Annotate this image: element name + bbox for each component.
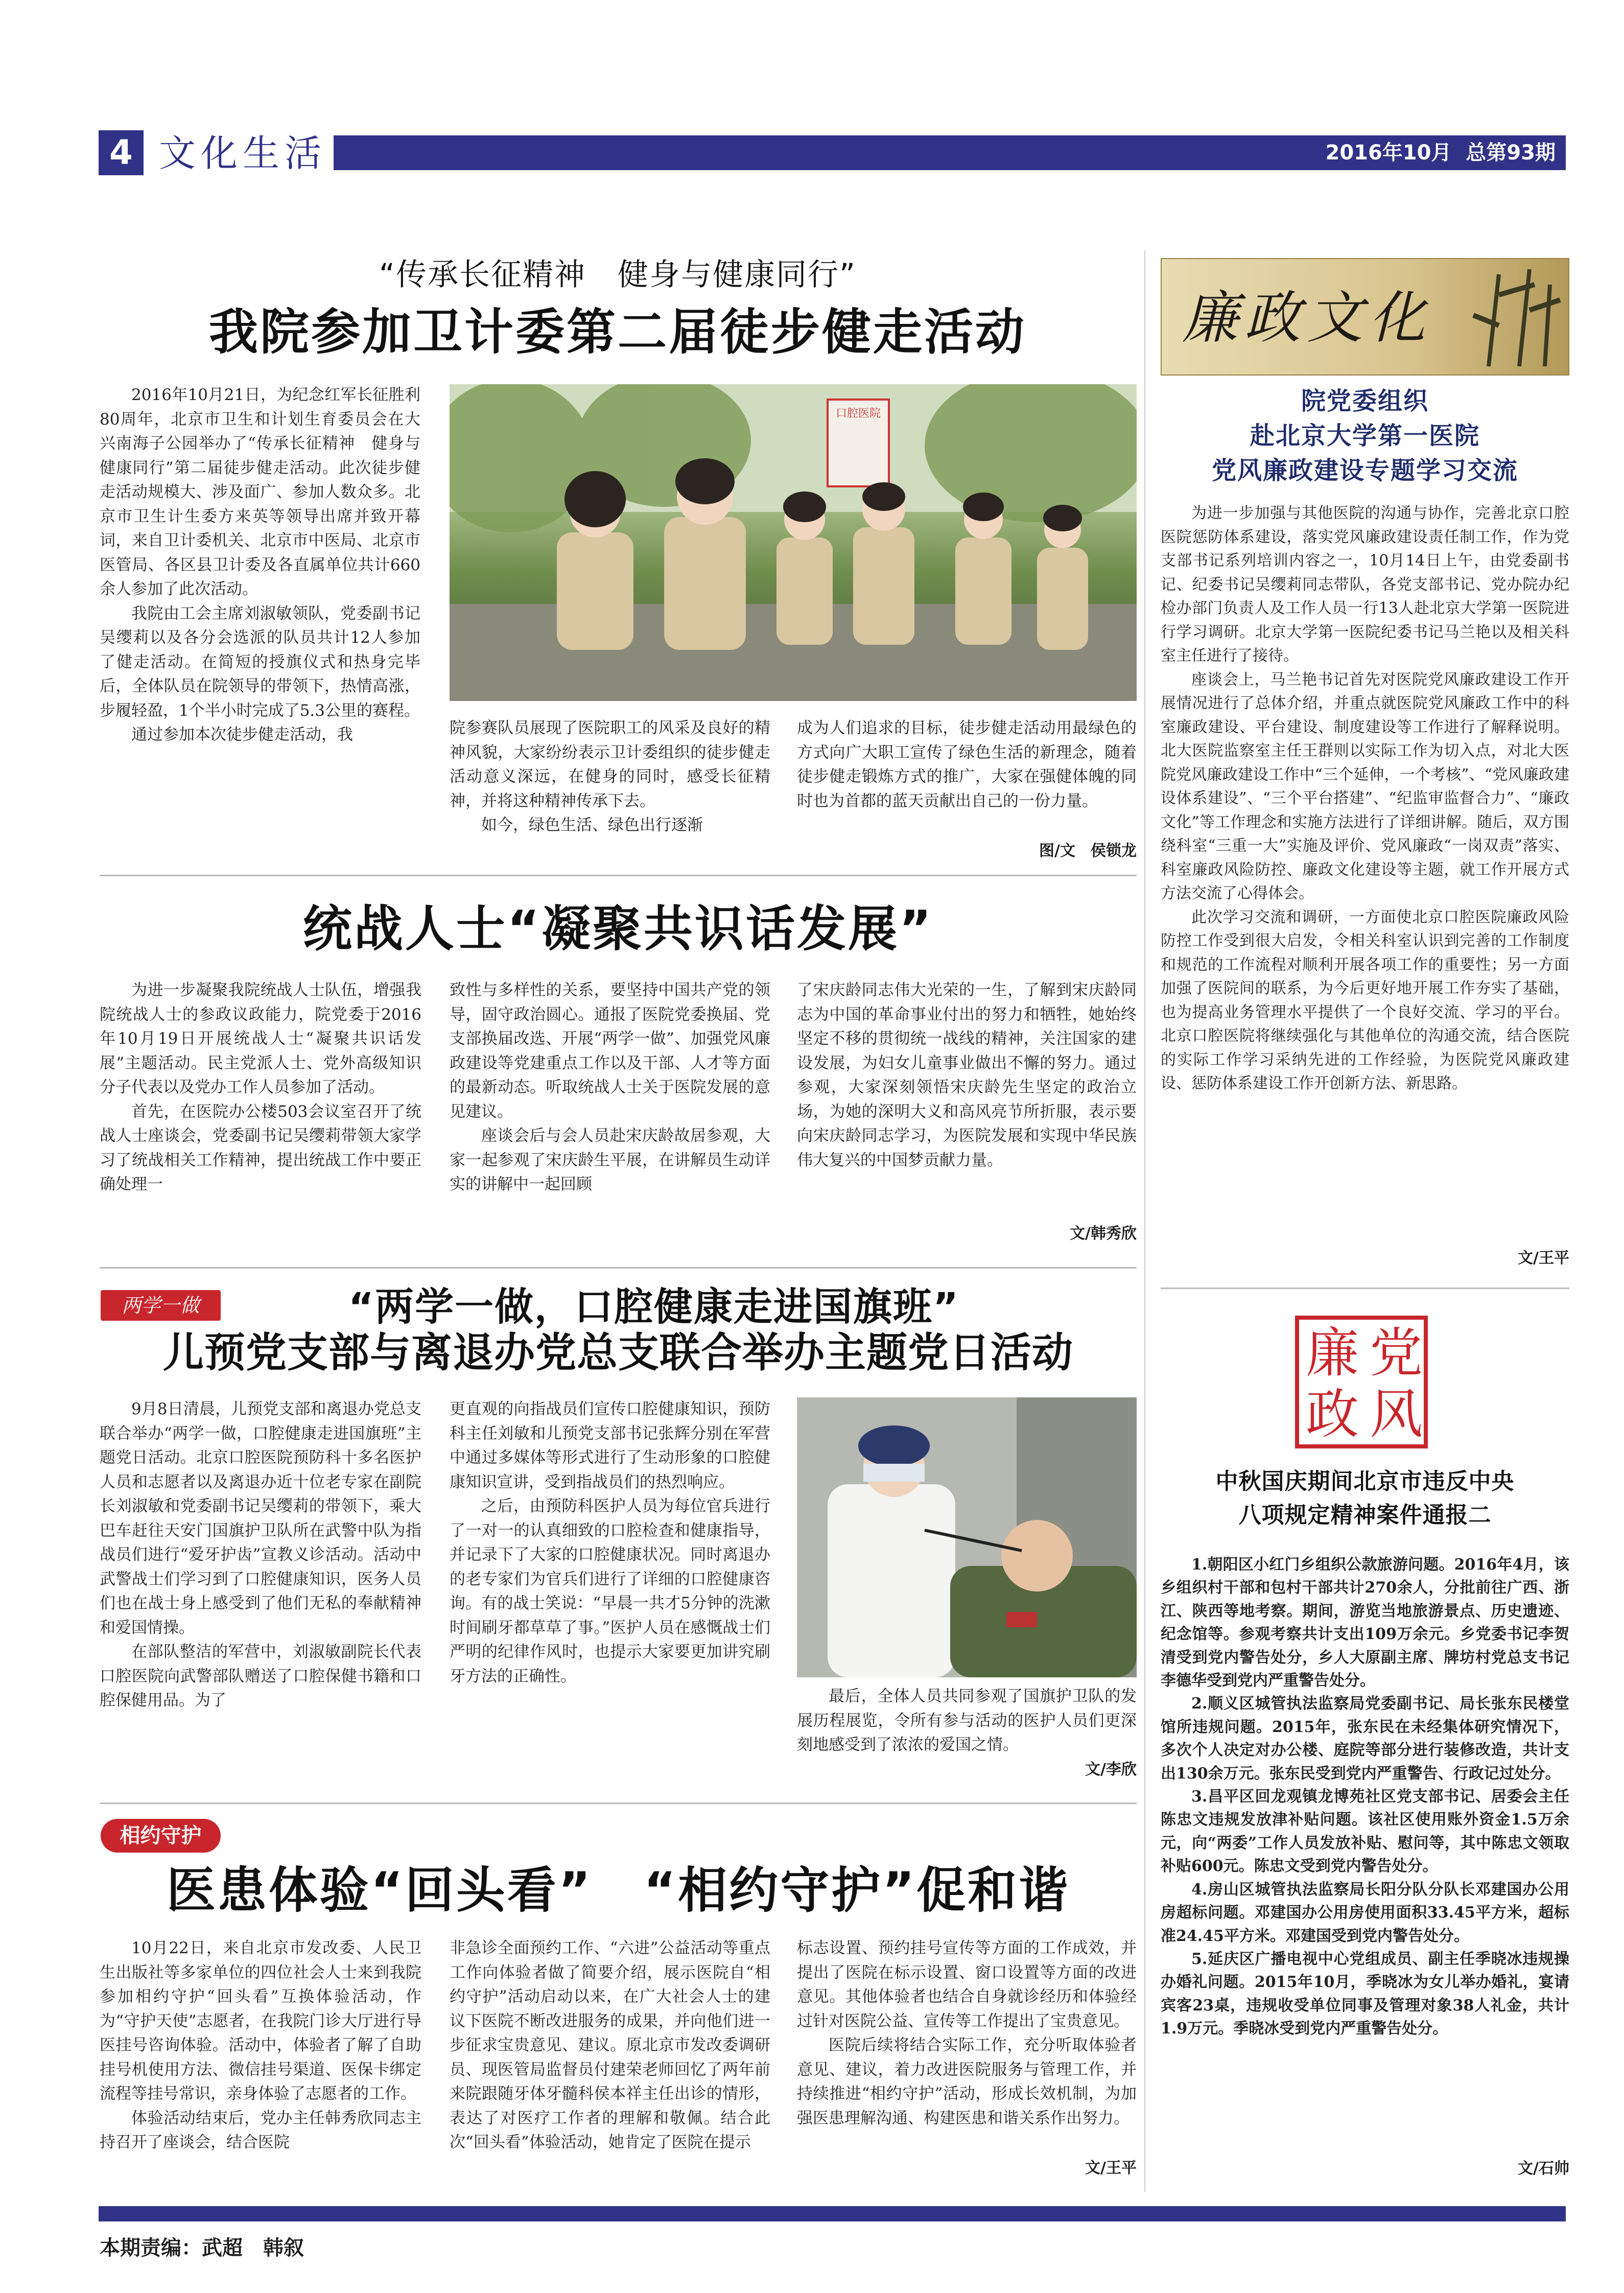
photo-banner-text: 口腔医院 <box>835 407 881 420</box>
sidebar2-title-line2: 八项规定精神案件通报二 <box>1238 1502 1492 1528</box>
seal-char: 政 <box>1305 1383 1359 1445</box>
article4-col1 <box>100 1936 421 2155</box>
page-header <box>99 130 1566 176</box>
sidebar2-body <box>1161 1553 1569 2041</box>
column-separator <box>1144 250 1145 2192</box>
paragraph: 为进一步加强与其他医院的沟通与协作，完善北京口腔医院惩防体系建设，落实党风廉政建设责任制工作，作为党支部书记系列培训内容之一，10月14日上午，由党委副书记、纪委书记吴缨莉同志带队，各党支部书记、党办院办纪检办部门负责人及工作人员一行13人赴北京大学第一医院进行学习调研。北京大学第一医院纪委书记马兰艳以及相关科室主任进行了接待。 <box>1161 504 1569 665</box>
article4-col3 <box>797 1936 1137 2131</box>
seal-char: 党 <box>1369 1322 1423 1384</box>
article1-byline: 图/文 侯锁龙 <box>1039 842 1137 860</box>
article3-title-line2: 儿预党支部与离退办党总支联合举办主题党日活动 <box>163 1329 1073 1376</box>
list-item: 3.昌平区回龙观镇龙博苑社区党支部书记、居委会主任陈忠文违规发放津补贴问题。该社区使用账外资金1.5万余元，向“两委”工作人员发放补贴、慰问等，其中陈忠文领取补贴600元。陈忠文受到党内警告处分。 <box>1161 1788 1569 1876</box>
paragraph: 更直观的向指战员们宣传口腔健康知识，预防科主任刘敏和儿预党支部书记张辉分别在军营中通过多媒体等形式进行了生动形象的口腔健康知识宣讲，受到指战员们的热烈响应。 <box>450 1400 770 1491</box>
section-title: 文化生活 <box>159 132 327 175</box>
paragraph: 体验活动结束后，党办主任韩秀欣同志主持召开了座谈会，结合医院 <box>100 2109 421 2151</box>
paragraph: 此次学习交流和调研，一方面使北京口腔医院廉政风险防控工作受到很大启发，令相关科室认识到完善的工作制度和规范的工作流程对顺利开展各项工作的重要性；另一方面加强了医院间的联系，为今后更好地开展工作夯实了基础，也为提高业务管理水平提供了一个良好交流、学习的平台。北京口腔医院将继续强化与其他单位的沟通交流，结合医院的实际工作学习采纳先进的工作经验，为医院党风廉政建设、惩防体系建设工作开创新方法、新思路。 <box>1161 908 1569 1092</box>
sidebar1-body <box>1161 502 1569 1096</box>
article4-tag: 相约守护 <box>101 1819 221 1853</box>
article2-col1 <box>100 978 421 1197</box>
paragraph: 10月22日，来自北京市发改委、人民卫生出版社等多家单位的四位社会人士来到我院参加相约守护“回头看”互换体验活动，作为“守护天使”志愿者，在我院门诊大厅进行导医挂号咨询体验。活动中，体验者了解了自助挂号机使用方法、微信挂号渠道、医保卡绑定流程等挂号常识，亲身体验了志愿者的工作。 <box>100 1939 421 2103</box>
paragraph: 标志设置、预约挂号宣传等方面的工作成效，并提出了医院在标示设置、窗口设置等方面的改进意见。其他体验者也结合自身就诊经历和体验经过针对医院公益、宣传等工作提出了宝贵意见。 <box>797 1939 1137 2030</box>
article1-title: 我院参加卫计委第二届徒步健走活动 <box>209 303 1026 361</box>
article3-col3 <box>797 1684 1137 1758</box>
paragraph: 首先，在医院办公楼503会议室召开了统战人士座谈会，党委副书记吴缨莉带领大家学习了统战相关工作精神，提出统战工作中要正确处理一 <box>100 1102 421 1194</box>
paragraph: 座谈会上，马兰艳书记首先对医院党风廉政建设工作开展情况进行了总体介绍，并重点就医院党风廉政工作中的科室廉政建设、平台建设、制度建设等工作进行了解释说明。北大医院监察室主任王群则以实际工作为切入点，对北大医院党风廉政建设工作中“三个延伸，一个考核”、“党风廉政建设体系建设”、“三个平台搭建”、“纪监审监督合力”、“廉政文化”等工作理念和实施方法进行了详细讲解。随后，双方围绕科室“三重一大”实施及评价、党风廉政“一岗双责”落实、科室廉政风险防控、廉政文化建设等主题，就工作开展方式方法交流了心得体会。 <box>1161 670 1569 902</box>
article1-col3 <box>797 716 1137 813</box>
sidebar2-byline: 文/石帅 <box>1518 2160 1569 2178</box>
article3-col1 <box>100 1397 421 1713</box>
paragraph: 为进一步凝聚我院统战人士队伍，增强我院统战人士的参政议政能力，院党委于2016年10月19日开展统战人士“凝聚共识话发展”主题活动。民主党派人士、党外高级知识分子代表以及党办工作人员参加了活动。 <box>100 981 421 1096</box>
paragraph: 非急诊全面预约工作、“六进”公益活动等重点工作向体验者做了简要介绍，展示医院自“相约守护”活动启动以来，在广大社会人士的建议下医院不断改进服务的成果，并向他们进一步征求宝贵意见、建议。原北京市发改委调研员、现医管局监督员付建荣老师回忆了两年前来院跟随牙体牙髓科侯本祥主任出诊的情形，表达了对医疗工作者的理解和敬佩。结合此次“回头看”体验活动，她肯定了医院在提示 <box>450 1939 770 2151</box>
lianzheng-banner <box>1161 258 1569 376</box>
article2-byline: 文/韩秀欣 <box>1070 1225 1137 1243</box>
bamboo-icon <box>1468 264 1565 371</box>
dental-check-illustration <box>797 1397 1137 1677</box>
sidebar1-title-line1: 院党委组织 <box>1301 387 1429 415</box>
article4-byline: 文/王平 <box>1085 2159 1137 2177</box>
sidebar2-title-line1: 中秋国庆期间北京市违反中央 <box>1215 1468 1515 1494</box>
article2-col2 <box>450 978 770 1197</box>
article3-byline: 文/李欣 <box>1085 1761 1137 1779</box>
sidebar1-title-line3: 党风廉政建设专题学习交流 <box>1211 456 1518 485</box>
footer-editors: 本期责编：武超 韩叙 <box>100 2236 304 2260</box>
banner-title: 廉政文化 <box>1182 285 1431 350</box>
divider <box>1161 1288 1569 1289</box>
article2-title: 统战人士“凝聚共识话发展” <box>302 900 934 957</box>
article3-col2 <box>450 1397 770 1689</box>
issue-info: 2016年10月 总第93期 <box>1325 141 1556 165</box>
paragraph: 通过参加本次徒步健走活动，我 <box>131 726 353 744</box>
dangfeng-lianzheng-seal <box>1295 1316 1428 1448</box>
paragraph: 最后，全体人员共同参观了国旗护卫队的发展历程展览，令所有参与活动的医护人员们更深刻地感受到了浓浓的爱国之情。 <box>797 1687 1137 1754</box>
dental-check-photo <box>797 1397 1137 1677</box>
divider <box>100 1267 1137 1269</box>
article1-col1 <box>100 383 420 747</box>
paragraph: 致性与多样性的关系，要坚持中国共产党的领导，固守政治圆心。通报了医院党委换届、党支部换届改选、开展“两学一做”、加强党风廉政建设等党建重点工作以及干部、人才等方面的最新动态。听取统战人士关于医院发展的意见建议。 <box>450 981 770 1121</box>
paragraph: 2016年10月21日，为纪念红军长征胜利80周年，北京市卫生和计划生育委员会在大兴南海子公园举办了“传承长征精神 健身与健康同行”第二届徒步健走活动。此次徒步健走活动规模大、涉及面广、参加人数众多。北京市卫生计生委方来英等领导出席并致开幕词，来自卫计委机关、北京市中医局、北京市医管局、各区县卫计委及各直属单位共计660余人参加了此次活动。 <box>100 386 420 598</box>
list-item: 4.房山区城管执法监察局长阳分队分队长邓建国办公用房超标问题。邓建国办公用房使用面积33.45平方米，超标准24.45平方米。邓建国受到党内警告处分。 <box>1161 1880 1569 1945</box>
list-item: 5.延庆区广播电视中心党组成员、副主任季晓冰违规操办婚礼问题。2015年10月，季晓冰为女儿举办婚礼，宴请宾客23桌，违规收受单位同事及管理对象38人礼金，共计1.9万元。季晓冰受到党内严重警告处分。 <box>1161 1950 1569 2038</box>
article4-col2 <box>450 1936 770 2155</box>
paragraph: 我院由工会主席刘淑敏领队，党委副书记吴缨莉以及各分会选派的队员共计12人参加了健走活动。在简短的授旗仪式和热身完毕后，全体队员在院领导的带领下，热情高涨，步履轻盈，1个半小时完成了5.3公里的赛程。 <box>100 604 420 720</box>
hiking-team-photo <box>450 384 1137 701</box>
list-item: 2.顺义区城管执法监察局党委副书记、局长张东民楼堂馆所违规问题。2015年，张东民在未经集体研究情况下，多次个人决定对办公楼、庭院等部分进行装修改造，共计支出130余万元。张东民受到党内严重警告、行政记过处分。 <box>1161 1695 1569 1783</box>
paragraph: 医院后续将结合实际工作，充分听取体验者意见、建议，着力改进医院服务与管理工作，并持续推进“相约守护”活动，形成长效机制，为加强医患理解沟通、构建医患和谐关系作出努力。 <box>797 2036 1137 2127</box>
article3-tag: 两学一做 <box>101 1290 221 1321</box>
sidebar1-title-line2: 赴北京大学第一医院 <box>1250 422 1480 450</box>
paragraph: 之后，由预防科医护人员为每位官兵进行了一对一的认真细致的口腔检查和健康指导，并记录下了大家的口腔健康状况。同时离退办的老专家们为官兵们进行了详细的口腔健康咨询。有的战士笑说：“早晨一共才5分钟的洗漱时间刷牙都草草了事。”医护人员在感慨战士们严明的纪律作风时，也提示大家要更加讲究刷牙方法的正确性。 <box>450 1497 770 1686</box>
paragraph: 院参赛队员展现了医院职工的风采及良好的精神风貌，大家纷纷表示卫计委组织的徒步健走活动意义深远，在健身的同时，感受长征精神，并将这种精神传承下去。 <box>450 719 770 810</box>
article2-col3 <box>797 978 1137 1173</box>
seal-char: 风 <box>1369 1383 1423 1445</box>
article3-title-line1: “两学一做，口腔健康走进国旗班” <box>348 1284 959 1329</box>
paragraph: 成为人们追求的目标，徒步健走活动用最绿色的方式向广大职工宣传了绿色生活的新理念，随着徒步健走锻炼方式的推广，大家在强健体魄的同时也为首都的蓝天贡献出自己的一份力量。 <box>797 719 1137 810</box>
article4-title: 医患体验“回头看” “相约守护”促和谐 <box>166 1862 1070 1919</box>
article1-col2 <box>450 716 770 838</box>
paragraph: 9月8日清晨，儿预党支部和离退办党总支联合举办“两学一做，口腔健康走进国旗班”主题党日活动。北京口腔医院预防科十多名医护人员和志愿者以及离退办近十位老专家在副院长刘淑敏和党委副书记吴缨莉的带领下，乘大巴车赶往天安门国旗护卫队所在武警中队为指战员们进行“爱牙护齿”宣教义诊活动。活动中武警战士们学习到了口腔健康知识，医务人员们也在战士身上感受到了他们无私的奉献精神和爱国情操。 <box>100 1400 421 1637</box>
sidebar1-byline: 文/王平 <box>1518 1249 1569 1267</box>
paragraph: 如今，绿色生活、绿色出行逐渐 <box>481 816 703 834</box>
article1-subtitle: “传承长征精神 健身与健康同行” <box>379 257 857 293</box>
seal-char: 廉 <box>1305 1322 1359 1384</box>
paragraph: 在部队整洁的军营中，刘淑敏副院长代表口腔医院向武警部队赠送了口腔保健书籍和口腔保健用品。为了 <box>100 1643 421 1710</box>
hiking-team-illustration <box>450 384 1137 701</box>
page-number: 4 <box>109 133 133 172</box>
footer-bar <box>99 2206 1566 2221</box>
paragraph: 了宋庆龄同志伟大光荣的一生，了解到宋庆龄同志为中国的革命事业付出的努力和牺牲，她始终坚定不移的贯彻统一战线的精神，关注国家的建设发展，为妇女儿童事业做出不懈的努力。通过参观，大家深刻领悟宋庆龄先生坚定的政治立场，为她的深明大义和高风亮节所折服，表示要向宋庆龄同志学习，为医院发展和实现中华民族伟大复兴的中国梦贡献力量。 <box>797 981 1137 1169</box>
paragraph: 座谈会后与会人员赴宋庆龄故居参观，大家一起参观了宋庆龄生平展，在讲解员生动详实的讲解中一起回顾 <box>450 1127 770 1194</box>
list-item: 1.朝阳区小红门乡组织公款旅游问题。2016年4月，该乡组织村干部和包村干部共计270余人，分批前往广西、浙江、陕西等地考察。期间，游览当地旅游景点、历史遗迹、纪念馆等。参观考察共计支出109万余元。乡党委书记李贺清受到党内警告处分，乡人大原副主席、牌坊村党总支书记李德华受到党内严重警告处分。 <box>1161 1556 1569 1690</box>
divider <box>100 875 1137 876</box>
divider <box>100 1803 1137 1804</box>
